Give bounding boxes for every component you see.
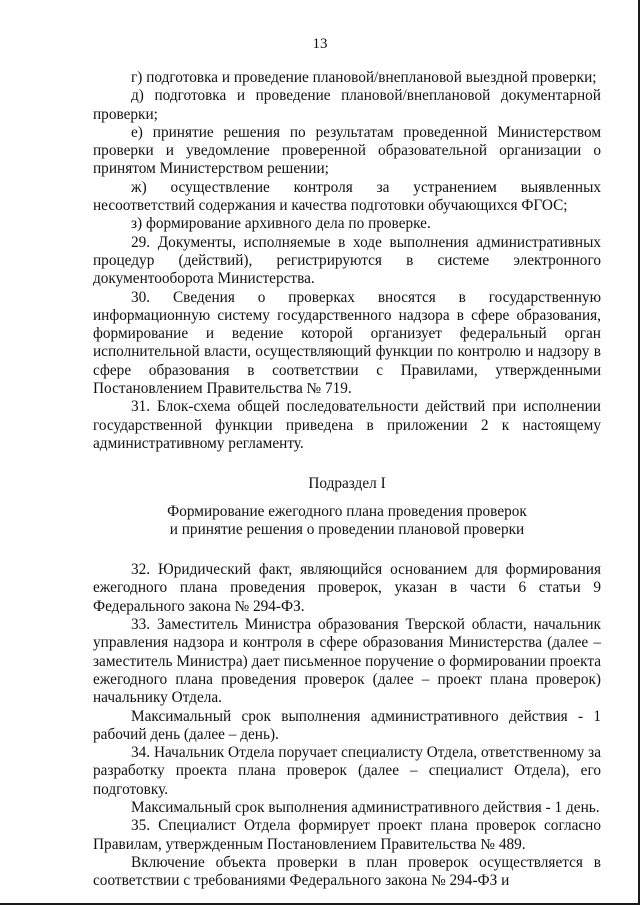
document-body [93, 69, 601, 890]
paragraph-35-inclusion: Включение объекта проверки в план проверок осуществляется в соответствии с требованиями Федерального закона № 294-ФЗ и [93, 853, 601, 890]
paragraph-34: 34. Начальник Отдела поручает специалисту Отдела, ответственному за разработку проекта плана проверок (далее – специалист Отдела), его подготовку. [93, 744, 601, 798]
list-item-g: г) подготовка и проведение плановой/внеплановой выездной проверки; [131, 69, 597, 86]
paragraph-31: 31. Блок-схема общей последовательности действий при исполнении государственной функции приведена в приложении 2 к настоящему административному регламенту. [93, 398, 601, 452]
page-number: 13 [312, 36, 328, 52]
subsection-heading [93, 475, 601, 539]
paragraph-35: 35. Специалист Отдела формирует проект плана проверок согласно Правилам, утвержденным Постановлением Правительства № 489. [93, 817, 601, 853]
list-item-e: е) принятие решения по результатам проведенной Министерством проверки и уведомление проверенной образовательной организации о принятом Министерством решении; [93, 123, 601, 178]
paragraph-34-deadline: Максимальный срок выполнения административного действия - 1 день. [131, 798, 600, 816]
subsection-title: Подраздел I [308, 475, 386, 493]
paragraph-32: 32. Юридический факт, являющийся основанием для формирования ежегодного плана проведения проверок, указан в части 6 статьи 9 Федерального закона № 294-ФЗ. [93, 561, 601, 615]
paragraph-30: 30. Сведения о проверках вносятся в государственную информационную систему государственного надзора в сфере образования, формирование и ведение которой организует федеральный орган исполнительной власти, осуществляющий функции по контролю и надзору в сфере образования в соответствии с Правилами, утвержденными Постановлением Правительства № 719. [93, 288, 601, 398]
paragraph-33: 33. Заместитель Министра образования Тверской области, начальник управления надзора и контроля в сфере образования Министерства (далее – заместитель Министра) дает письменное поручение о формировании проекта ежегодного плана проведения проверок (далее – проект плана проверок) начальнику Отдела. [93, 616, 601, 707]
paragraph-33-deadline: Максимальный срок выполнения административного действия - 1 рабочий день (далее – день). [93, 707, 601, 743]
list-item-d: д) подготовка и проведение плановой/внеплановой документарной проверки; [93, 87, 601, 123]
list-item-z: з) формирование архивного дела по проверке. [131, 215, 431, 233]
subsection-heading-line-1: Формирование ежегодного плана проведения проверок [167, 502, 527, 520]
list-item-zh: ж) осуществление контроля за устранением выявленных несоответствий содержания и качества подготовки обучающихся ФГОС; [93, 178, 601, 215]
paragraph-29: 29. Документы, исполняемые в ходе выполнения административных процедур (действий), регистрируются в системе электронного документооборота Министерства. [93, 233, 601, 288]
subsection-heading-line-2: и принятие решения о проведении плановой проверки [169, 520, 525, 538]
